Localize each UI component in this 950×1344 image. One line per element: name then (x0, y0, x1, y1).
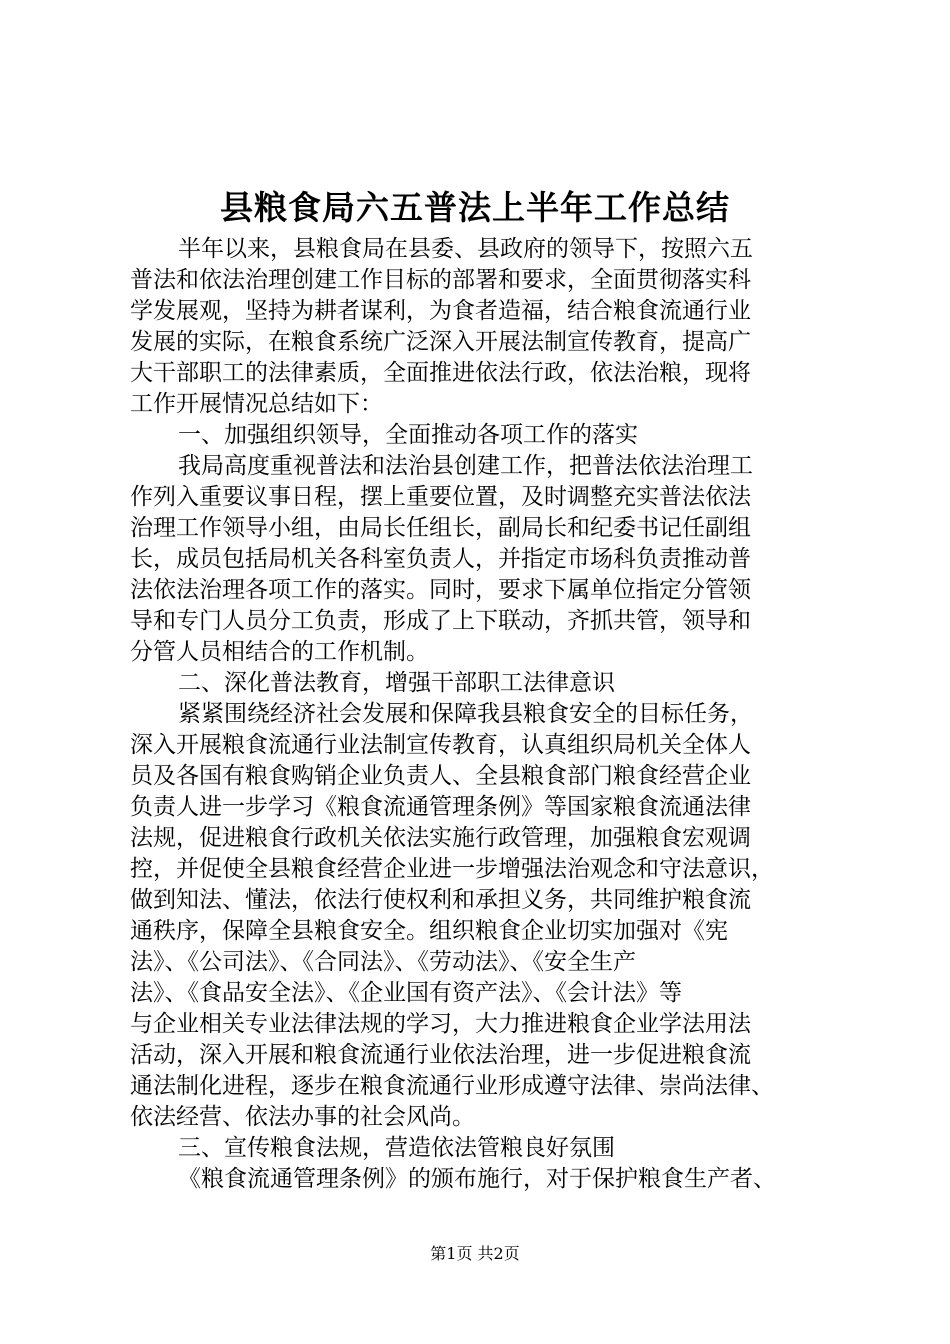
text-line: 分管人员相结合的工作机制。 (130, 639, 429, 665)
text-line: 员及各国有粮食购销企业负责人、全县粮食部门粮食经营企业 (130, 763, 751, 789)
text-line: 作列入重要议事日程，摆上重要位置，及时调整充实普法依法 (130, 484, 751, 510)
text-line: 工作开展情况总结如下： (130, 391, 383, 417)
text-line: 紧紧围绕经济社会发展和保障我县粮食安全的目标任务， (178, 701, 753, 727)
text-line: 导和专门人员分工负责，形成了上下联动，齐抓共管，领导和 (130, 608, 751, 634)
text-line: 做到知法、懂法，依法行使权利和承担义务，共同维护粮食流 (130, 887, 751, 913)
text-line: 发展的实际，在粮食系统广泛深入开展法制宣传教育，提高广 (130, 329, 751, 355)
text-line: 活动，深入开展和粮食流通行业依法治理，进一步促进粮食流 (130, 1042, 751, 1068)
document-body (130, 234, 825, 1195)
text-line: 一、加强组织领导，全面推动各项工作的落实 (178, 422, 638, 448)
text-line: 负责人进一步学习《粮食流通管理条例》等国家粮食流通法律 (130, 794, 751, 820)
text-line: 大干部职工的法律素质，全面推进依法行政，依法治粮，现将 (130, 360, 751, 386)
text-line: 与企业相关专业法律法规的学习，大力推进粮食企业学法用法 (130, 1011, 751, 1037)
text-line: 法》、《食品安全法》、《企业国有资产法》、《会计法》等 (130, 980, 682, 1006)
text-line: 普法和依法治理创建工作目标的部署和要求，全面贯彻落实科 (130, 267, 751, 293)
text-line: 治理工作领导小组，由局长任组长，副局长和纪委书记任副组 (130, 515, 751, 541)
text-line: 通秩序，保障全县粮食安全。组织粮食企业切实加强对《宪 (130, 918, 728, 944)
text-line: 我局高度重视普法和法治县创建工作，把普法依法治理工 (178, 453, 753, 479)
text-line: 法依法治理各项工作的落实。同时，要求下属单位指定分管领 (130, 577, 751, 603)
text-line: 长，成员包括局机关各科室负责人，并指定市场科负责推动普 (130, 546, 751, 572)
document-title: 县粮食局六五普法上半年工作总结 (220, 188, 730, 227)
text-line: 法》、《公司法》、《合同法》、《劳动法》、《安全生产 (130, 949, 636, 975)
text-line: 法规，促进粮食行政机关依法实施行政管理，加强粮食宏观调 (130, 825, 751, 851)
text-line: 通法制化进程，逐步在粮食流通行业形成遵守法律、崇尚法律、 (130, 1073, 774, 1099)
text-line: 深入开展粮食流通行业法制宣传教育，认真组织局机关全体人 (130, 732, 751, 758)
page-footer: 第1页 共2页 (430, 1244, 520, 1263)
text-line: 三、宣传粮食法规，营造依法管粮良好氛围 (178, 1135, 615, 1161)
text-line: 《粮食流通管理条例》的颁布施行，对于保护粮食生产者、 (178, 1166, 776, 1192)
text-line: 学发展观，坚持为耕者谋利，为食者造福，结合粮食流通行业 (130, 298, 751, 324)
text-line: 半年以来，县粮食局在县委、县政府的领导下，按照六五 (178, 236, 753, 262)
text-line: 控，并促使全县粮食经营企业进一步增强法治观念和守法意识， (130, 856, 774, 882)
text-line: 二、深化普法教育，增强干部职工法律意识 (178, 670, 615, 696)
text-line: 依法经营、依法办事的社会风尚。 (130, 1104, 475, 1130)
